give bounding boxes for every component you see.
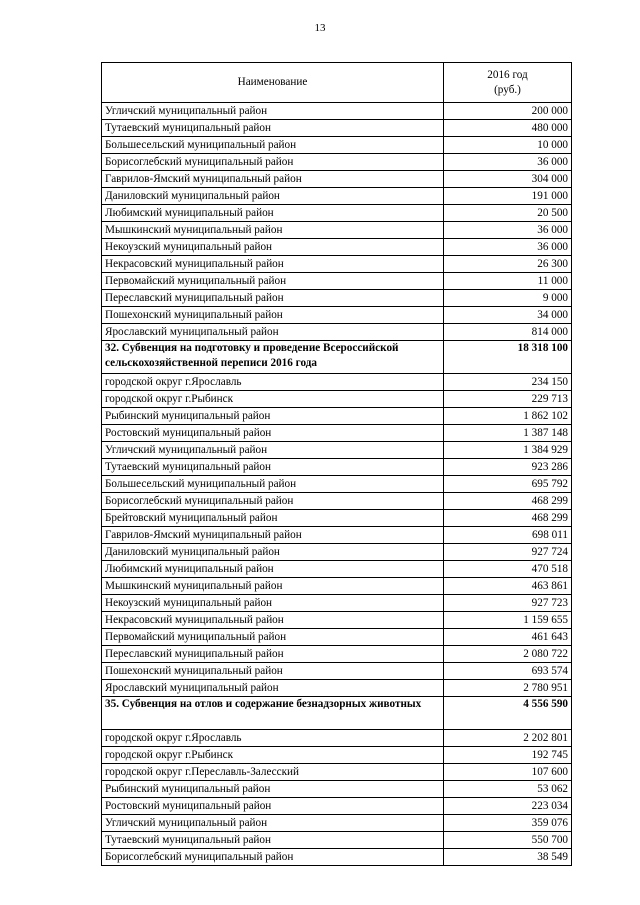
column-header-unit: (руб.) xyxy=(494,83,521,96)
row-value: 927 723 xyxy=(444,595,572,612)
table-row xyxy=(102,171,572,188)
table-row xyxy=(102,493,572,510)
row-name: Пошехонский муниципальный район xyxy=(102,663,444,680)
row-name: Борисоглебский муниципальный район xyxy=(102,849,444,866)
row-value: 698 011 xyxy=(444,527,572,544)
table-row xyxy=(102,188,572,205)
table-row xyxy=(102,510,572,527)
table-row xyxy=(102,239,572,256)
row-name: Угличский муниципальный район xyxy=(102,103,444,120)
row-value: 200 000 xyxy=(444,103,572,120)
row-value: 1 862 102 xyxy=(444,408,572,425)
row-value: 229 713 xyxy=(444,391,572,408)
row-name: Ярославский муниципальный район xyxy=(102,324,444,341)
row-value: 9 000 xyxy=(444,290,572,307)
row-name: Большесельский муниципальный район xyxy=(102,137,444,154)
table-header-row xyxy=(102,63,572,103)
table-row xyxy=(102,256,572,273)
row-name: Гаврилов-Ямский муниципальный район xyxy=(102,171,444,188)
row-value: 1 387 148 xyxy=(444,425,572,442)
row-name: Переславский муниципальный район xyxy=(102,290,444,307)
row-value: 26 300 xyxy=(444,256,572,273)
column-header-year xyxy=(444,63,572,103)
row-name: Тутаевский муниципальный район xyxy=(102,120,444,137)
table-row xyxy=(102,374,572,391)
page-number: 13 xyxy=(314,22,326,34)
section-title: 32. Субвенция на подготовку и проведение Всероссийской сельскохозяйственной переписи 2016 года xyxy=(102,341,444,374)
table-row xyxy=(102,459,572,476)
column-header-name: Наименование xyxy=(102,63,444,103)
table-row xyxy=(102,680,572,697)
table-row xyxy=(102,425,572,442)
row-value: 359 076 xyxy=(444,815,572,832)
row-value: 234 150 xyxy=(444,374,572,391)
row-value: 1 159 655 xyxy=(444,612,572,629)
table-row xyxy=(102,747,572,764)
row-name: городской округ г.Рыбинск xyxy=(102,391,444,408)
row-name: Любимский муниципальный район xyxy=(102,205,444,222)
row-name: Рыбинский муниципальный район xyxy=(102,408,444,425)
row-value: 191 000 xyxy=(444,188,572,205)
row-name: городской округ г.Рыбинск xyxy=(102,747,444,764)
row-name: Борисоглебский муниципальный район xyxy=(102,493,444,510)
table-row xyxy=(102,646,572,663)
table-row xyxy=(102,663,572,680)
row-name: Большесельский муниципальный район xyxy=(102,476,444,493)
row-value: 2 780 951 xyxy=(444,680,572,697)
row-name: Любимский муниципальный район xyxy=(102,561,444,578)
row-value: 36 000 xyxy=(444,239,572,256)
row-name: Мышкинский муниципальный район xyxy=(102,222,444,239)
row-value: 34 000 xyxy=(444,307,572,324)
row-value: 693 574 xyxy=(444,663,572,680)
row-value: 468 299 xyxy=(444,510,572,527)
row-value: 36 000 xyxy=(444,222,572,239)
row-name: Даниловский муниципальный район xyxy=(102,188,444,205)
row-value: 2 080 722 xyxy=(444,646,572,663)
row-value: 192 745 xyxy=(444,747,572,764)
table-row xyxy=(102,307,572,324)
table-row xyxy=(102,442,572,459)
table-row xyxy=(102,544,572,561)
row-value: 223 034 xyxy=(444,798,572,815)
table-row xyxy=(102,391,572,408)
table-row xyxy=(102,205,572,222)
table-row xyxy=(102,815,572,832)
row-value: 923 286 xyxy=(444,459,572,476)
table-row xyxy=(102,137,572,154)
budget-table xyxy=(101,62,572,866)
row-name: городской округ г.Ярославль xyxy=(102,730,444,747)
table-row xyxy=(102,595,572,612)
table-row xyxy=(102,120,572,137)
row-name: Мышкинский муниципальный район xyxy=(102,578,444,595)
section-title: 35. Субвенция на отлов и содержание безнадзорных животных xyxy=(102,697,444,730)
section-total: 18 318 100 xyxy=(444,341,572,374)
row-name: Тутаевский муниципальный район xyxy=(102,459,444,476)
row-name: Ярославский муниципальный район xyxy=(102,680,444,697)
row-value: 38 549 xyxy=(444,849,572,866)
row-name: Первомайский муниципальный район xyxy=(102,629,444,646)
table-row xyxy=(102,798,572,815)
row-value: 20 500 xyxy=(444,205,572,222)
table-row xyxy=(102,764,572,781)
row-name: Даниловский муниципальный район xyxy=(102,544,444,561)
row-name: городской округ г.Ярославль xyxy=(102,374,444,391)
row-value: 550 700 xyxy=(444,832,572,849)
row-name: Пошехонский муниципальный район xyxy=(102,307,444,324)
table-row xyxy=(102,476,572,493)
row-name: Переславский муниципальный район xyxy=(102,646,444,663)
row-name: Некоузский муниципальный район xyxy=(102,595,444,612)
row-value: 470 518 xyxy=(444,561,572,578)
row-value: 927 724 xyxy=(444,544,572,561)
table-row xyxy=(102,629,572,646)
table-row xyxy=(102,527,572,544)
table-body xyxy=(102,103,572,866)
row-name: Угличский муниципальный район xyxy=(102,815,444,832)
row-value: 10 000 xyxy=(444,137,572,154)
row-value: 468 299 xyxy=(444,493,572,510)
row-name: Угличский муниципальный район xyxy=(102,442,444,459)
table-row xyxy=(102,832,572,849)
row-value: 1 384 929 xyxy=(444,442,572,459)
row-value: 463 861 xyxy=(444,578,572,595)
table-row xyxy=(102,103,572,120)
row-name: Гаврилов-Ямский муниципальный район xyxy=(102,527,444,544)
table-row xyxy=(102,324,572,341)
table-row xyxy=(102,578,572,595)
column-header-year-label: 2016 год xyxy=(487,68,528,81)
row-value: 480 000 xyxy=(444,120,572,137)
section-total: 4 556 590 xyxy=(444,697,572,730)
row-value: 461 643 xyxy=(444,629,572,646)
row-name: Некрасовский муниципальный район xyxy=(102,256,444,273)
row-value: 695 792 xyxy=(444,476,572,493)
row-name: Первомайский муниципальный район xyxy=(102,273,444,290)
table-row xyxy=(102,730,572,747)
row-value: 2 202 801 xyxy=(444,730,572,747)
section-row xyxy=(102,697,572,730)
table-row xyxy=(102,408,572,425)
table-row xyxy=(102,849,572,866)
row-value: 107 600 xyxy=(444,764,572,781)
row-value: 53 062 xyxy=(444,781,572,798)
row-name: городской округ г.Переславль-Залесский xyxy=(102,764,444,781)
row-value: 304 000 xyxy=(444,171,572,188)
row-name: Ростовский муниципальный район xyxy=(102,798,444,815)
section-row xyxy=(102,341,572,374)
row-name: Рыбинский муниципальный район xyxy=(102,781,444,798)
row-name: Тутаевский муниципальный район xyxy=(102,832,444,849)
table-row xyxy=(102,290,572,307)
row-name: Брейтовский муниципальный район xyxy=(102,510,444,527)
table-row xyxy=(102,222,572,239)
table-row xyxy=(102,154,572,171)
row-value: 814 000 xyxy=(444,324,572,341)
table-row xyxy=(102,561,572,578)
row-name: Борисоглебский муниципальный район xyxy=(102,154,444,171)
row-name: Некрасовский муниципальный район xyxy=(102,612,444,629)
row-name: Некоузский муниципальный район xyxy=(102,239,444,256)
row-value: 36 000 xyxy=(444,154,572,171)
row-value: 11 000 xyxy=(444,273,572,290)
table-row xyxy=(102,781,572,798)
row-name: Ростовский муниципальный район xyxy=(102,425,444,442)
table-row xyxy=(102,612,572,629)
table-row xyxy=(102,273,572,290)
